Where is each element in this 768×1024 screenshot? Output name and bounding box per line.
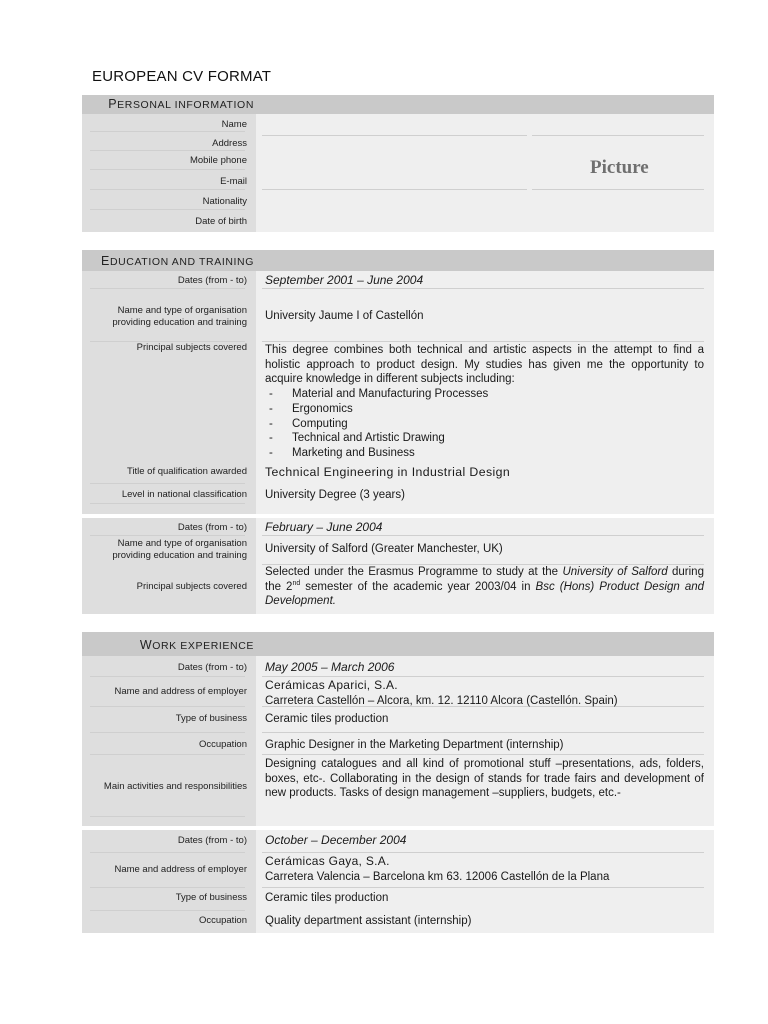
employer-address: Carretera Valencia – Barcelona km 63. 12006 Castellón de la Plana	[265, 870, 610, 883]
employer-name: Cerámicas Aparici, S.A.	[265, 678, 398, 692]
business-type-label: Type of business	[175, 713, 247, 724]
classification-level: University Degree (3 years)	[265, 489, 405, 501]
subject-item: - Computing	[265, 417, 704, 432]
nationality-label: Nationality	[202, 196, 247, 207]
subject-item: - Technical and Artistic Drawing	[265, 431, 704, 446]
level-label: Level in national classification	[121, 489, 247, 500]
section-heading: EDUCATION AND TRAINING	[101, 254, 254, 268]
organisation-name: University of Salford (Greater Manchester, UK)	[265, 543, 503, 555]
activities-label: Main activities and responsibilities	[103, 781, 247, 792]
organisation-label: Name and type of organisation providing education and training	[112, 305, 247, 328]
section-heading: WORK EXPERIENCE	[139, 638, 254, 652]
job-dates: October – December 2004	[265, 833, 407, 847]
document-title: EUROPEAN CV FORMAT	[92, 68, 272, 85]
personal-information-section	[82, 95, 714, 232]
subject-item: - Material and Manufacturing Processes	[265, 387, 704, 402]
employer-address: Carretera Castellón – Alcora, km. 12. 12110 Alcora (Castellón. Spain)	[265, 694, 618, 707]
organisation-label: Name and type of organisation providing education and training	[112, 538, 247, 561]
occupation: Graphic Designer in the Marketing Department (internship)	[265, 739, 564, 751]
business-type: Ceramic tiles production	[265, 713, 389, 725]
education-dates: February – June 2004	[265, 520, 383, 534]
subject-item: - Marketing and Business	[265, 446, 704, 461]
subject-item: - Ergonomics	[265, 402, 704, 417]
email-label: E-mail	[220, 176, 247, 187]
employer	[265, 854, 704, 884]
qualification-label: Title of qualification awarded	[126, 466, 247, 477]
subjects-description	[265, 343, 704, 461]
section-header	[82, 250, 714, 271]
subjects-label: Principal subjects covered	[136, 342, 247, 353]
dates-label: Dates (from - to)	[177, 522, 247, 533]
work-experience-section	[82, 632, 714, 933]
organisation-name: University Jaume I of Castellón	[265, 310, 424, 322]
occupation: Quality department assistant (internship)	[265, 915, 472, 927]
occupation-label: Occupation	[198, 739, 247, 750]
section-header	[82, 95, 714, 114]
address-label: Address	[212, 138, 247, 149]
activities-description: Designing catalogues and all kind of promotional stuff –presentations, ads, folders, boxes, etc-. Collaborating in the design of stands for trade fairs and development of new products. Tasks of design management –suppliers, budgets, etc.-	[265, 758, 704, 800]
subjects-intro: This degree combines both technical and artistic aspects in the attempt to find a holistic approach to product design. My studies has given me the opportunity to acquire knowledge in different subjects including:	[265, 344, 704, 386]
job-dates: May 2005 – March 2006	[265, 660, 395, 674]
dates-label: Dates (from - to)	[177, 662, 247, 673]
name-label: Name	[221, 119, 247, 130]
business-type-label: Type of business	[175, 892, 247, 903]
dates-label: Dates (from - to)	[177, 275, 247, 286]
section-heading: PERSONAL INFORMATION	[108, 97, 254, 111]
qualification-title: Technical Engineering in Industrial Design	[265, 465, 511, 479]
section-header	[82, 632, 714, 656]
picture-placeholder: Picture	[590, 157, 649, 178]
employer-name: Cerámicas Gaya, S.A.	[265, 854, 390, 868]
education-dates: September 2001 – June 2004	[265, 273, 424, 287]
subjects-description: Selected under the Erasmus Programme to study at the University of Salford during the 2nd semester of the academic year 2003/04 in Bsc (Hons) Product Design and Development.	[265, 566, 705, 608]
employer-label: Name and address of employer	[114, 686, 247, 697]
date-of-birth-label: Date of birth	[195, 216, 247, 227]
mobile-phone-label: Mobile phone	[189, 155, 247, 166]
dates-label: Dates (from - to)	[177, 835, 247, 846]
education-section	[82, 250, 714, 614]
subjects-label: Principal subjects covered	[136, 581, 247, 592]
employer-label: Name and address of employer	[114, 864, 247, 875]
occupation-label: Occupation	[198, 915, 247, 926]
employer	[265, 678, 704, 708]
business-type: Ceramic tiles production	[265, 892, 389, 904]
